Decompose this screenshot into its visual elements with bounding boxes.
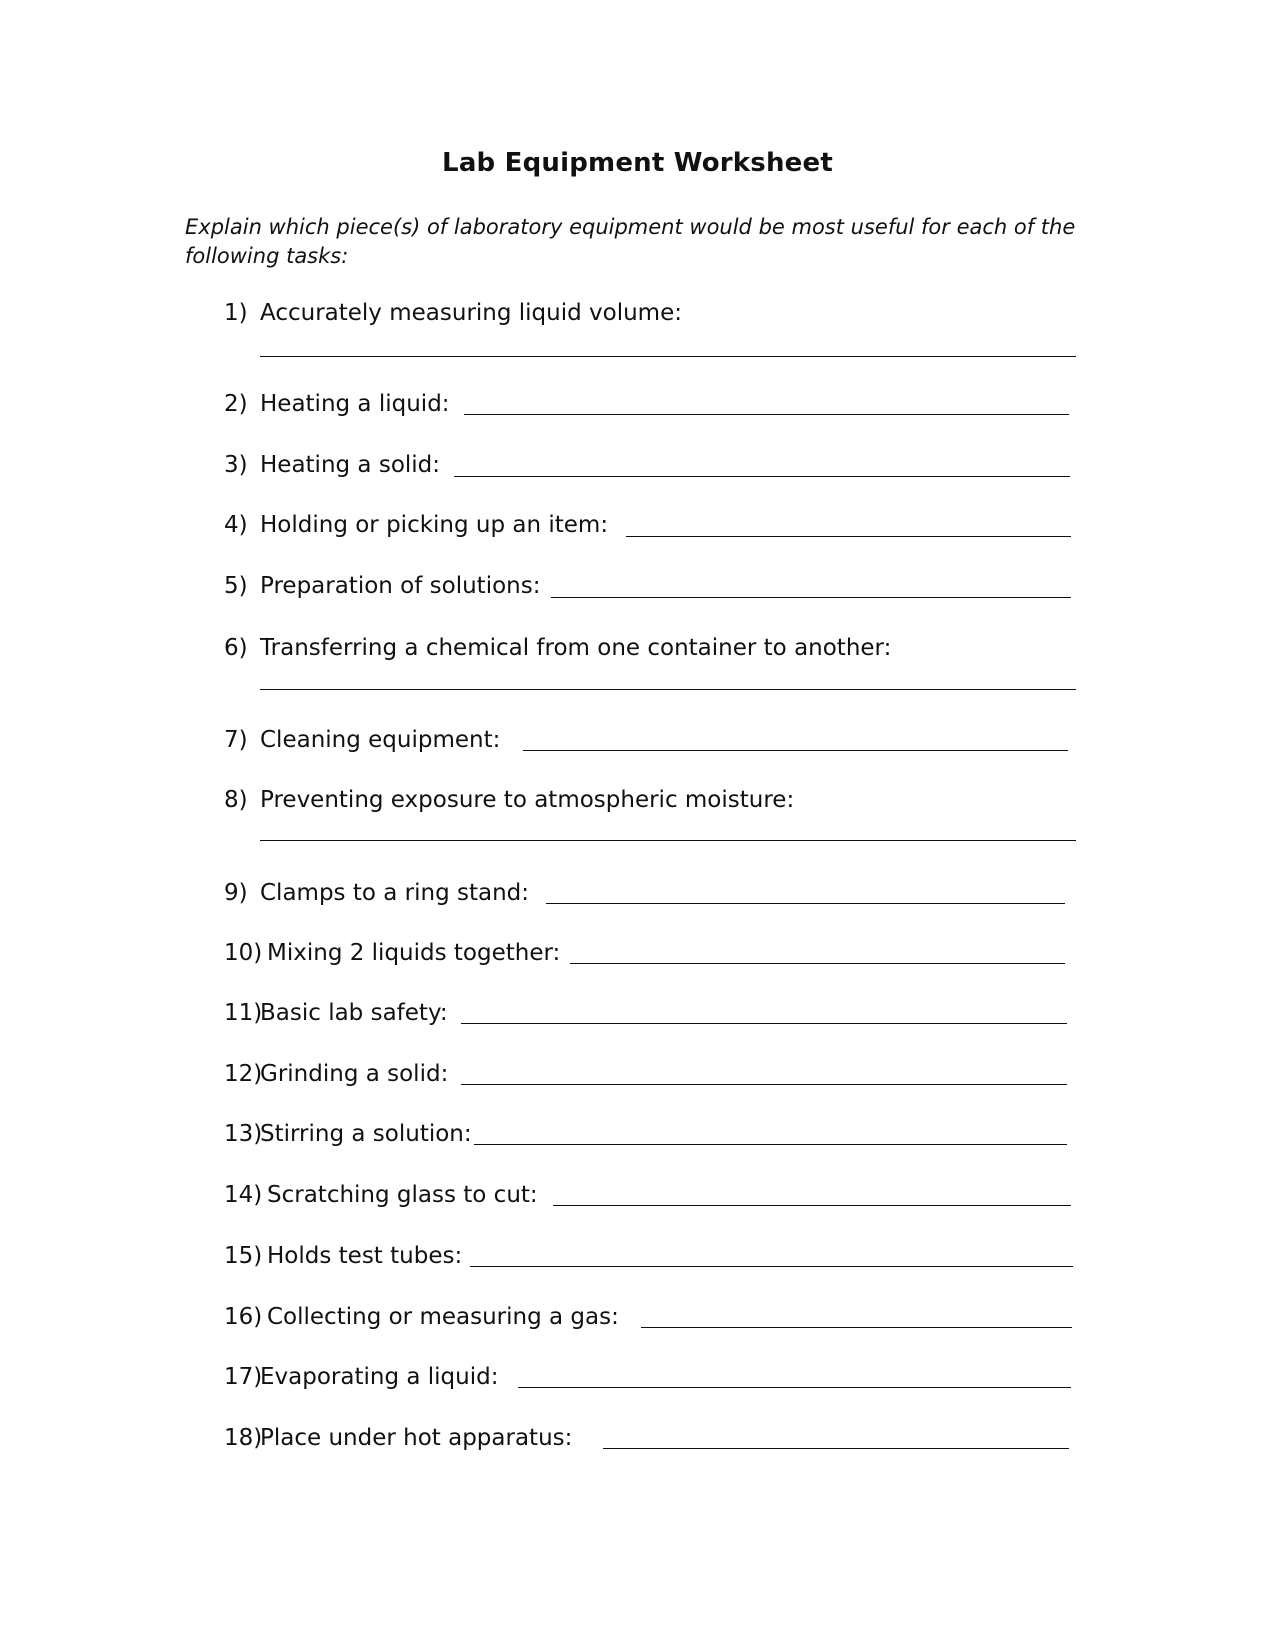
question-label: Transferring a chemical from one container to another: [260,635,892,661]
question-number: 10) [224,940,263,966]
question-label: Stirring a solution: [260,1121,472,1147]
page-title: Lab Equipment Worksheet [442,148,833,178]
answer-line-14[interactable] [553,1205,1071,1206]
question-label: Collecting or measuring a gas: [267,1304,619,1330]
question-number: 15) [224,1243,263,1269]
question-number: 13) [224,1121,263,1147]
answer-line-1[interactable] [260,356,1076,357]
question-number: 16) [224,1304,263,1330]
answer-line-5[interactable] [551,597,1071,598]
question-number: 18) [224,1425,263,1451]
answer-line-11[interactable] [461,1023,1067,1024]
question-label: Mixing 2 liquids together: [267,940,561,966]
answer-line-3[interactable] [454,476,1070,477]
answer-line-18[interactable] [603,1448,1069,1449]
answer-line-16[interactable] [641,1327,1072,1328]
question-number: 1) [224,300,248,326]
question-label: Grinding a solid: [260,1061,449,1087]
question-label: Heating a liquid: [260,391,450,417]
question-label: Basic lab safety: [260,1000,448,1026]
answer-line-12[interactable] [461,1084,1067,1085]
question-label: Scratching glass to cut: [267,1182,538,1208]
answer-line-9[interactable] [546,903,1065,904]
question-label: Preparation of solutions: [260,573,541,599]
answer-line-6[interactable] [260,689,1076,690]
answer-line-2[interactable] [464,414,1069,415]
answer-line-8[interactable] [260,840,1076,841]
question-number: 14) [224,1182,263,1208]
question-label: Clamps to a ring stand: [260,880,530,906]
answer-line-4[interactable] [626,536,1071,537]
question-number: 2) [224,391,248,417]
instructions: Explain which piece(s) of laboratory equipment would be most useful for each of the following tasks: [185,215,1076,268]
question-number: 5) [224,573,248,599]
question-number: 3) [224,452,248,478]
question-number: 6) [224,635,248,661]
answer-line-17[interactable] [518,1387,1071,1388]
question-label: Heating a solid: [260,452,441,478]
question-label: Holds test tubes: [267,1243,463,1269]
question-label: Place under hot apparatus: [260,1425,573,1451]
answer-line-10[interactable] [570,963,1065,964]
question-label: Preventing exposure to atmospheric moisture: [260,787,795,813]
question-label: Evaporating a liquid: [260,1364,499,1390]
question-number: 7) [224,727,248,753]
question-number: 8) [224,787,248,813]
question-label: Cleaning equipment: [260,727,501,753]
question-label: Accurately measuring liquid volume: [260,300,682,326]
question-number: 4) [224,512,248,538]
question-number: 17) [224,1364,263,1390]
question-label: Holding or picking up an item: [260,512,609,538]
question-number: 11) [224,1000,263,1026]
answer-line-15[interactable] [470,1266,1073,1267]
answer-line-7[interactable] [523,750,1068,751]
answer-line-13[interactable] [474,1144,1067,1145]
question-number: 9) [224,880,248,906]
question-number: 12) [224,1061,263,1087]
